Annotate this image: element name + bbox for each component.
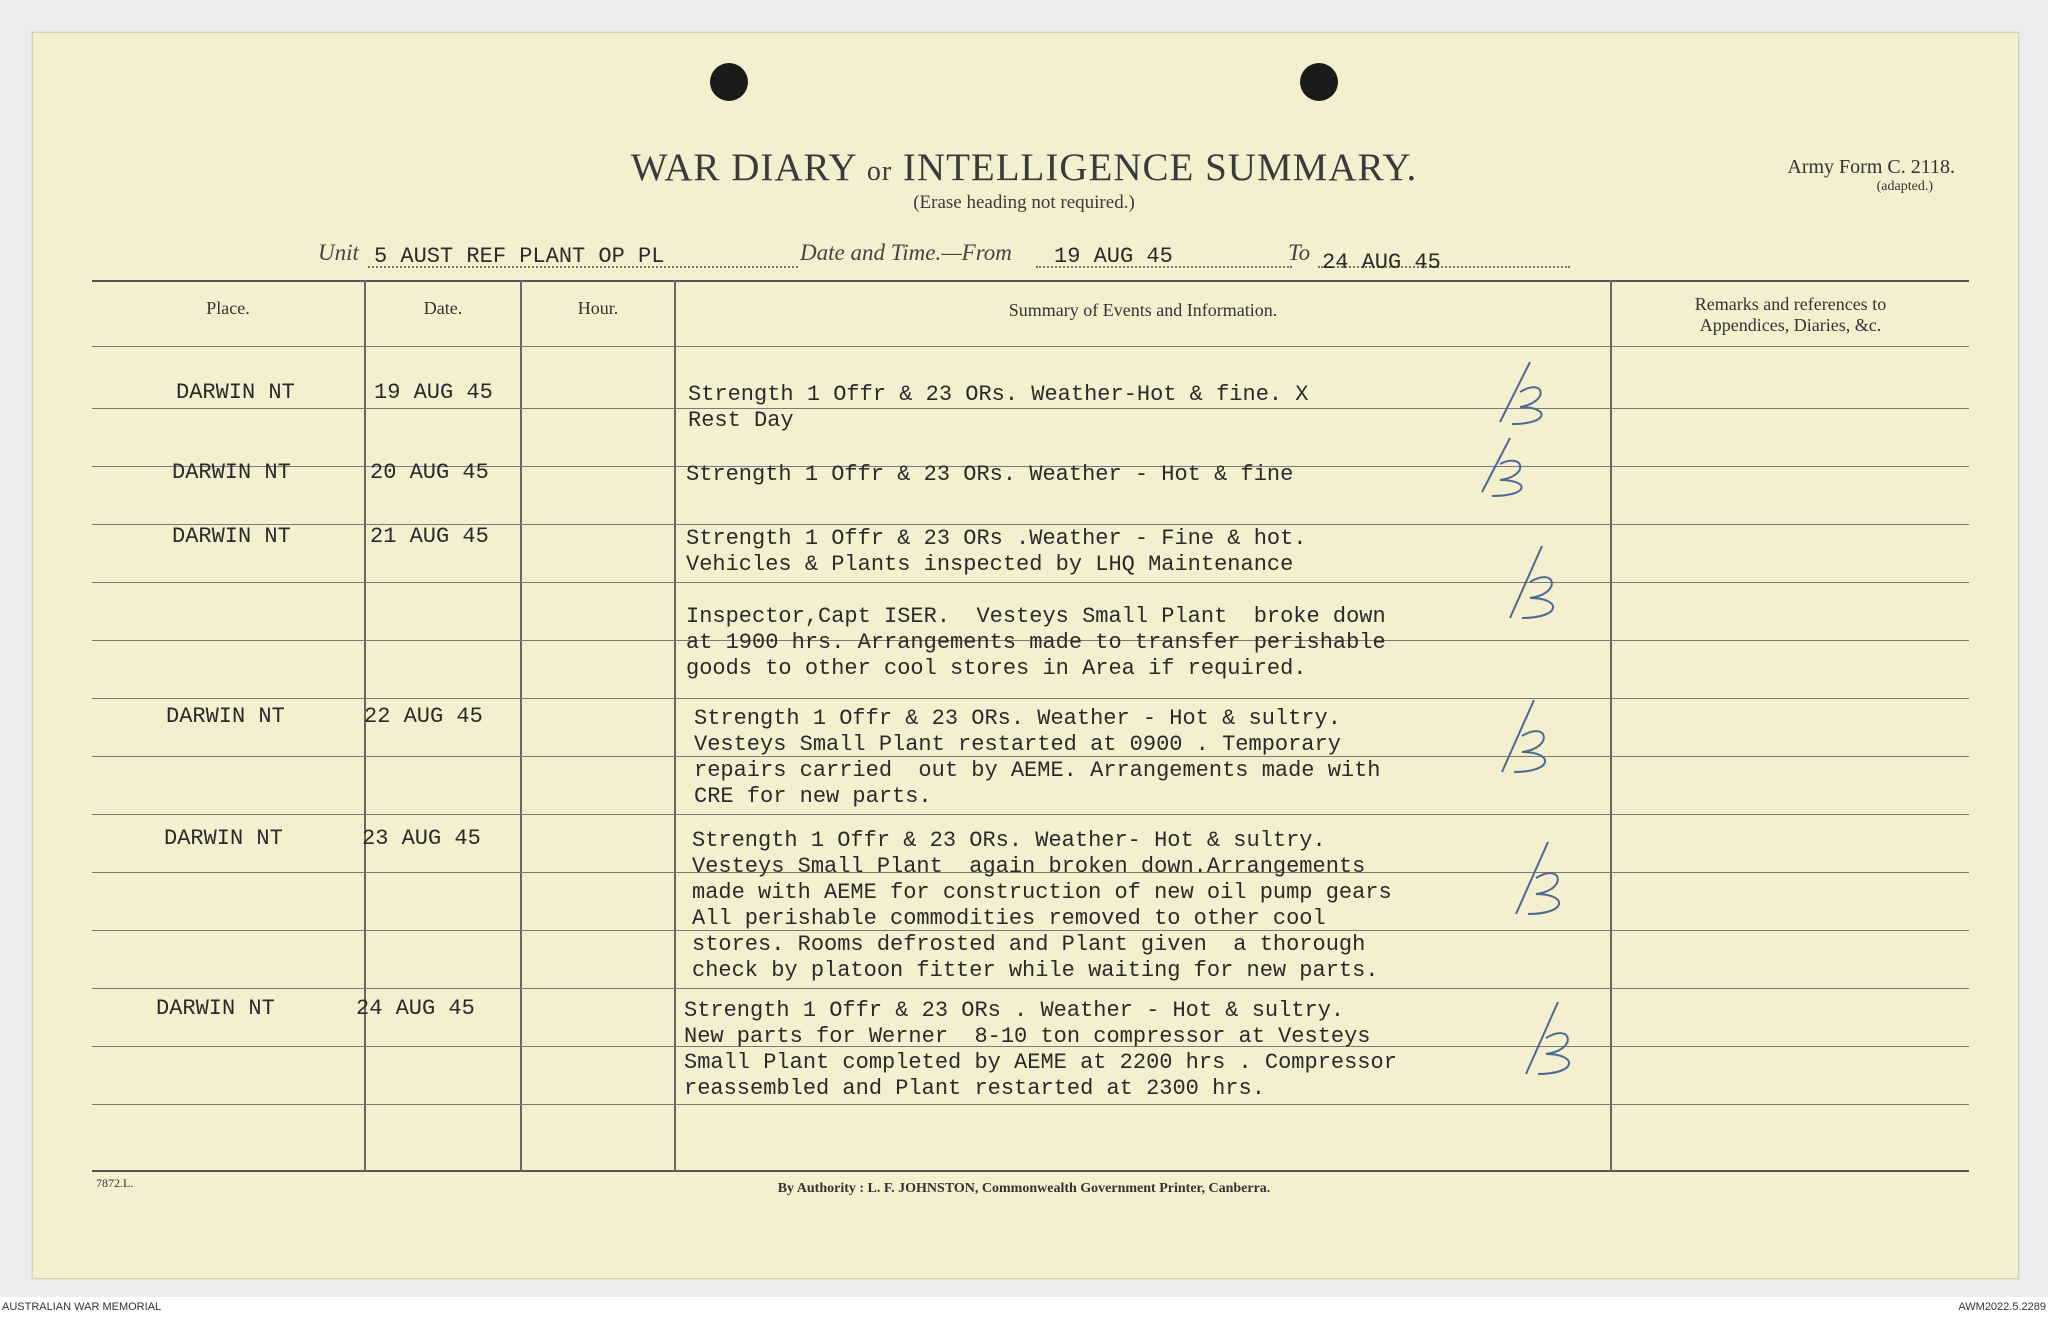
form-number — [1787, 156, 1955, 195]
title-war-diary: WAR DIARY — [630, 146, 857, 189]
row-rule — [92, 814, 1969, 815]
form-number-text: Army Form C. 2118. — [1787, 156, 1955, 178]
archive-caption-bar — [0, 1297, 2048, 1317]
row-rule — [92, 988, 1969, 989]
entry-summary: Strength 1 Offr & 23 ORs .Weather - Fine & hot. Vehicles & Plants inspected by LHQ Maintenance Inspector,Capt ISER. Vesteys Small Plant broke down at 1900 hrs. Arrangements made to transfer perishable goods to other cool stores in Area if required. — [686, 526, 1386, 681]
handwritten-initials — [1506, 834, 1586, 924]
entry-summary: Strength 1 Offr & 23 ORs. Weather - Hot & sultry. Vesteys Small Plant restarted at 0900 . Temporary repairs carried out by AEME. Arrangements made with CRE for new parts. — [694, 706, 1381, 809]
diary-table — [92, 280, 1969, 1172]
unit-date-line — [318, 240, 1578, 274]
printer-authority: By Authority : L. F. JOHNSTON, Commonwealth Government Printer, Canberra. — [777, 1181, 1271, 1196]
header-rule — [92, 346, 1969, 347]
entry-place: DARWIN NT — [164, 826, 283, 851]
to-label: To — [1288, 240, 1311, 265]
archive-source: AUSTRALIAN WAR MEMORIAL — [2, 1301, 162, 1313]
entry-date: 22 AUG 45 — [364, 704, 483, 729]
handwritten-initials — [1516, 994, 1596, 1084]
entry-date: 24 AUG 45 — [356, 996, 475, 1021]
date-time-label: Date and Time.—From — [800, 240, 1012, 265]
from-value: 19 AUG 45 — [1054, 244, 1173, 269]
entry-summary: Strength 1 Offr & 23 ORs. Weather-Hot & fine. X Rest Day — [688, 382, 1309, 433]
entry-date: 21 AUG 45 — [370, 524, 489, 549]
entry-place: DARWIN NT — [156, 996, 275, 1021]
table-bottom-border — [92, 1170, 1969, 1172]
archive-reference: AWM2022.5.2289 — [1958, 1301, 2046, 1313]
column-header-remarks: Remarks and references to Appendices, Diaries, &c. — [1694, 294, 1887, 335]
punch-hole-left — [710, 63, 748, 101]
handwritten-initials — [1492, 692, 1572, 782]
punch-hole-right — [1300, 63, 1338, 101]
form-code: 7872.L. — [96, 1176, 134, 1190]
column-divider-hour-summary — [674, 280, 676, 1172]
entry-summary: Strength 1 Offr & 23 ORs. Weather - Hot & fine — [686, 462, 1294, 487]
column-header-summary: Summary of Events and Information. — [1008, 300, 1278, 320]
entry-place: DARWIN NT — [172, 460, 291, 485]
handwritten-initials — [1490, 352, 1570, 432]
entry-summary: Strength 1 Offr & 23 ORs . Weather - Hot & sultry. New parts for Werner 8-10 ton compressor at Vesteys Small Plant completed by AEME at 2200 hrs . Compressor reassembled and Plant restarted at 2300 hrs. — [684, 998, 1397, 1101]
column-header-place: Place. — [206, 298, 250, 318]
row-rule — [92, 1104, 1969, 1105]
table-top-border — [92, 280, 1969, 282]
entry-place: DARWIN NT — [166, 704, 285, 729]
handwritten-initials — [1472, 432, 1552, 502]
to-value: 24 AUG 45 — [1322, 250, 1441, 275]
entry-summary: Strength 1 Offr & 23 ORs. Weather- Hot & sultry. Vesteys Small Plant again broken down.Arrangements made with AEME for construction of new oil pump gears All perishable commodities removed to other cool stores. Rooms defrosted and Plant given a thorough check by platoon fitter while waiting for new parts. — [692, 828, 1392, 983]
unit-label: Unit — [318, 240, 359, 265]
entry-place: DARWIN NT — [172, 524, 291, 549]
entry-place: DARWIN NT — [176, 380, 295, 405]
form-title — [0, 145, 2048, 190]
unit-value: 5 AUST REF PLANT OP PL — [374, 244, 665, 269]
title-or: or — [866, 156, 893, 187]
column-header-hour: Hour. — [577, 298, 619, 318]
entry-date: 20 AUG 45 — [370, 460, 489, 485]
row-rule — [92, 698, 1969, 699]
entry-date: 19 AUG 45 — [374, 380, 493, 405]
handwritten-initials — [1500, 538, 1580, 628]
form-adapted-text: (adapted.) — [1876, 179, 1933, 194]
column-divider-summary-remarks — [1610, 280, 1612, 1172]
column-header-date: Date. — [423, 298, 463, 318]
title-intelligence-summary: INTELLIGENCE SUMMARY. — [902, 146, 1418, 189]
column-divider-date-hour — [520, 280, 522, 1172]
form-subtitle: (Erase heading not required.) — [913, 192, 1135, 213]
entry-date: 23 AUG 45 — [362, 826, 481, 851]
